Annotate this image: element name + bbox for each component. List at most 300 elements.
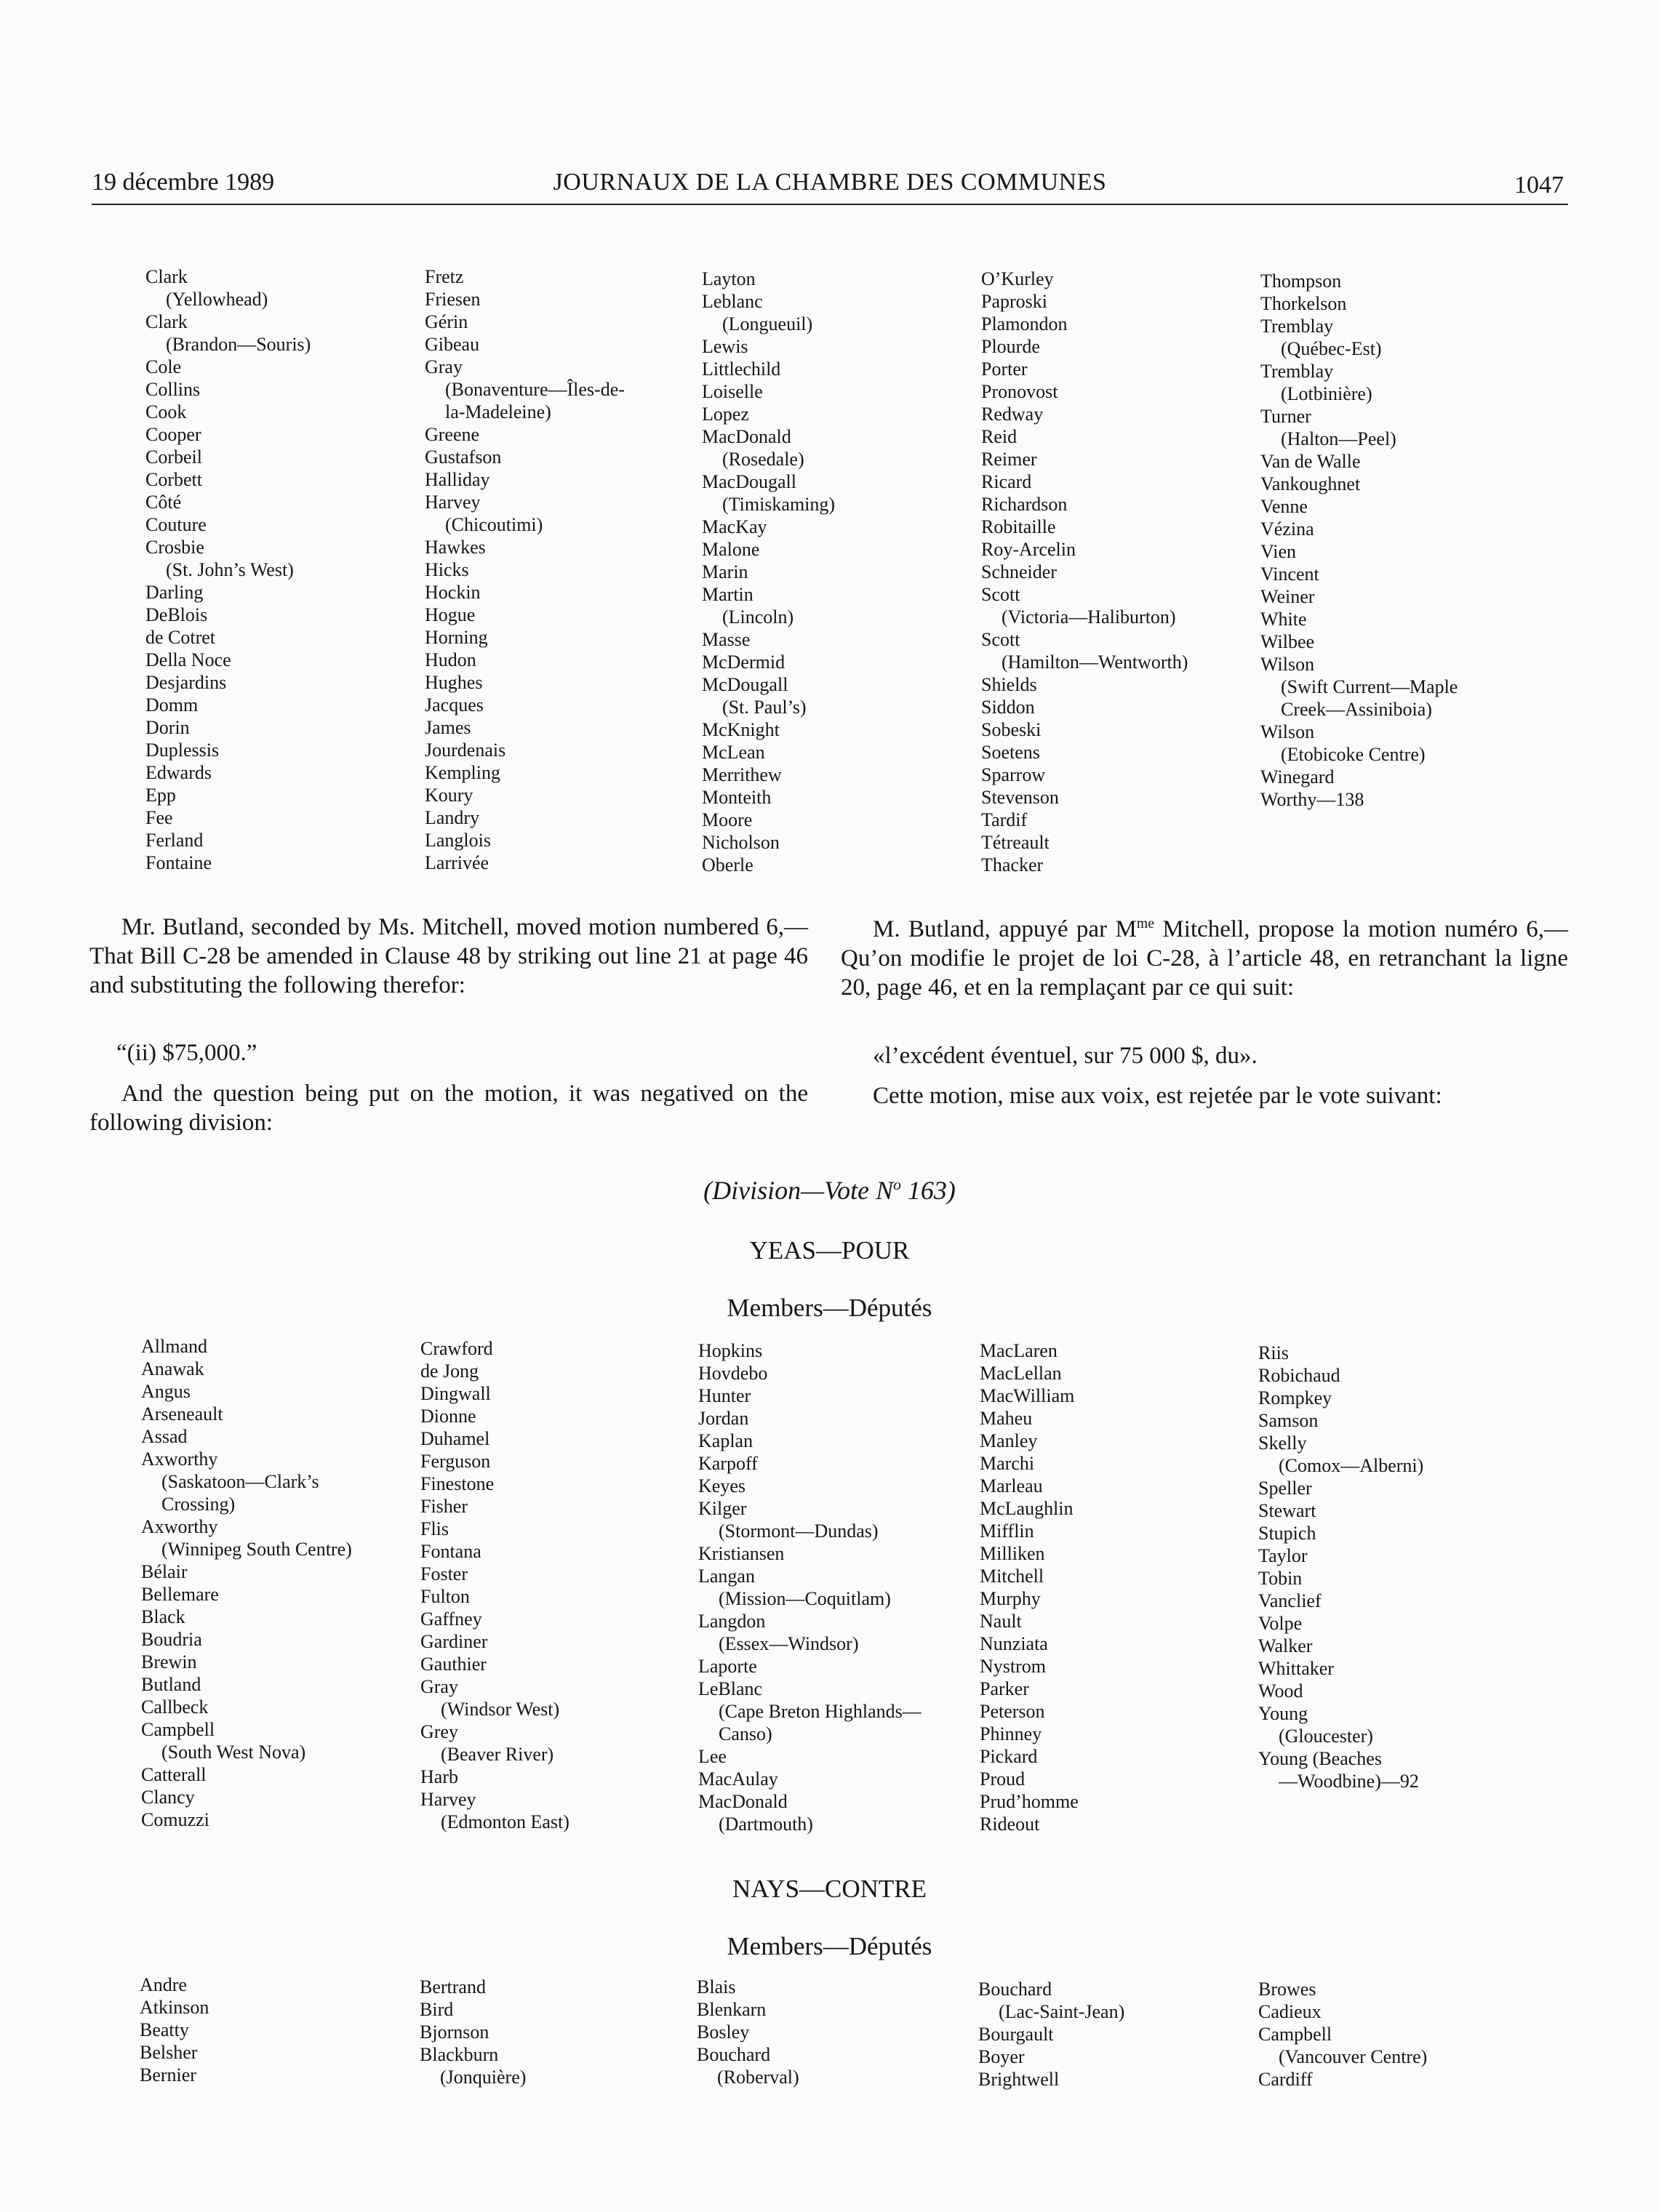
nays-heading: NAYS—CONTRE	[732, 1875, 927, 1903]
member-name: (Lac-Saint-Jean)	[999, 2001, 1125, 2022]
member-name: (South West Nova)	[161, 1742, 306, 1763]
member-name: Scott	[981, 584, 1020, 605]
member-name: (Edmonton East)	[441, 1811, 569, 1832]
member-name: McKnight	[702, 719, 780, 740]
member-name: Merrithew	[702, 764, 782, 785]
member-name: Epp	[145, 785, 176, 806]
member-name: (Longueuil)	[722, 313, 813, 334]
member-name: la-Madeleine)	[445, 401, 551, 422]
member-name: Creek—Assiniboia)	[1281, 699, 1432, 720]
member-name: Taylor	[1258, 1545, 1308, 1566]
nays-column-5	[1258, 1978, 1427, 2091]
member-name: (Yellowhead)	[166, 289, 268, 310]
member-name: (Bonaventure—Îles-de-	[445, 379, 625, 400]
member-name: Harb	[420, 1766, 458, 1787]
member-name: MacDonald	[702, 426, 791, 447]
member-name: Blenkarn	[697, 1999, 767, 2020]
member-name: (Rosedale)	[722, 449, 804, 470]
member-name: (Saskatoon—Clark’s	[161, 1471, 319, 1492]
member-name: Browes	[1258, 1979, 1316, 2000]
member-name: Horning	[425, 627, 488, 648]
member-name: Speller	[1258, 1478, 1312, 1499]
member-name: Siddon	[981, 697, 1035, 718]
member-name: Hicks	[425, 559, 469, 580]
member-name: Della Noce	[145, 649, 231, 670]
member-name: Corbeil	[145, 446, 202, 468]
member-name: Thompson	[1260, 271, 1342, 292]
motion-french-start: M. Butland, appuyé par M	[873, 916, 1137, 942]
member-name: Catterall	[141, 1764, 207, 1785]
nays-column-3	[697, 1976, 799, 2088]
member-name: Hovdebo	[698, 1363, 768, 1384]
top-list-column-1	[145, 265, 311, 874]
member-name: Scott	[981, 629, 1020, 650]
member-name: Murphy	[980, 1588, 1041, 1609]
member-name: McDermid	[702, 652, 785, 673]
member-name: Gustafson	[425, 446, 502, 468]
member-name: Worthy—138	[1260, 789, 1364, 810]
member-name: (Victoria—Haliburton)	[1002, 606, 1176, 628]
member-name: Fontana	[420, 1541, 481, 1562]
member-name: Stewart	[1258, 1500, 1316, 1521]
member-name: (Halton—Peel)	[1281, 428, 1396, 449]
member-name: Winegard	[1260, 766, 1335, 788]
member-name: Angus	[141, 1381, 191, 1402]
member-name: Ferland	[145, 830, 204, 851]
member-name: Campbell	[141, 1719, 215, 1740]
member-name: Kristiansen	[698, 1543, 785, 1564]
member-name: Comuzzi	[141, 1809, 209, 1830]
member-name: Jourdenais	[425, 740, 506, 761]
yeas-column-5	[1258, 1342, 1423, 1792]
member-name: Plourde	[981, 336, 1040, 357]
member-name: Marleau	[980, 1475, 1043, 1496]
member-name: Cadieux	[1258, 2001, 1322, 2022]
member-name: Weiner	[1260, 586, 1315, 607]
member-name: (Lincoln)	[722, 606, 794, 628]
member-name: Lee	[698, 1746, 727, 1767]
member-name: Grey	[420, 1721, 458, 1742]
nays-column-2	[420, 1976, 526, 2088]
division-title	[0, 1176, 1659, 1205]
member-name: White	[1260, 609, 1307, 630]
member-name: Reimer	[981, 449, 1037, 470]
member-name: Turner	[1260, 406, 1311, 427]
member-name: Landry	[425, 807, 480, 828]
member-name: Mitchell	[980, 1566, 1044, 1587]
member-name: MacKay	[702, 516, 767, 537]
member-name: Young	[1258, 1703, 1308, 1724]
member-name: Walker	[1258, 1635, 1313, 1656]
nays-column-1	[140, 1973, 209, 2086]
member-name: Rideout	[980, 1814, 1040, 1835]
member-name: Layton	[702, 268, 756, 289]
motion-french-superscript: me	[1136, 915, 1154, 931]
member-name: Langan	[698, 1566, 755, 1587]
member-name: Campbell	[1258, 2024, 1332, 2045]
member-name: Stupich	[1258, 1523, 1316, 1544]
member-name: (Gloucester)	[1279, 1726, 1373, 1747]
member-name: (Windsor West)	[441, 1699, 560, 1720]
member-name: Bosley	[697, 2021, 750, 2043]
page-header	[92, 166, 1568, 205]
yeas-members-heading: Members—Députés	[727, 1294, 932, 1322]
member-name: James	[425, 717, 471, 738]
member-name: Samson	[1258, 1410, 1319, 1431]
member-name: Clark	[145, 311, 188, 332]
member-name: Vézina	[1260, 518, 1314, 540]
member-name: Fretz	[425, 266, 464, 287]
member-name: (Dartmouth)	[719, 1814, 813, 1835]
member-name: Atkinson	[140, 1997, 209, 2018]
member-name: Andre	[140, 1974, 187, 1995]
member-name: Robichaud	[1258, 1365, 1340, 1386]
member-name: Mifflin	[980, 1520, 1034, 1542]
member-name: Boyer	[978, 2046, 1025, 2067]
member-name: Langdon	[698, 1611, 766, 1632]
member-name: Plamondon	[981, 313, 1068, 334]
member-name: Gray	[425, 356, 463, 377]
member-name: (Swift Current—Maple	[1281, 676, 1458, 697]
member-name: Bourgault	[978, 2024, 1054, 2045]
top-list-column-2	[425, 265, 625, 874]
motion-french-result: Cette motion, mise aux voix, est rejetée par le vote suivant:	[873, 1083, 1442, 1109]
member-name: Clancy	[141, 1787, 195, 1808]
member-name: Sparrow	[981, 764, 1046, 785]
member-name: Hudon	[425, 649, 476, 670]
member-name: MacLellan	[980, 1363, 1062, 1384]
member-name: Cooper	[145, 424, 201, 445]
member-name: Littlechild	[702, 358, 781, 380]
member-name: Crosbie	[145, 537, 204, 558]
member-name: (Mission—Coquitlam)	[719, 1588, 891, 1609]
member-name: (Cape Breton Highlands—	[719, 1701, 922, 1722]
page-number: 1047	[1514, 172, 1564, 199]
member-name: Hogue	[425, 604, 476, 625]
member-name: (Essex—Windsor)	[719, 1633, 859, 1654]
member-name: Shields	[981, 674, 1037, 695]
member-name: Leblanc	[702, 291, 763, 312]
member-name: Tremblay	[1260, 361, 1334, 382]
member-name: (Timiskaming)	[722, 494, 836, 515]
member-name: Keyes	[698, 1475, 745, 1496]
member-name: Nunziata	[980, 1633, 1048, 1654]
member-name: Fulton	[420, 1586, 470, 1607]
member-name: Schneider	[981, 561, 1057, 582]
member-name: Bellemare	[141, 1584, 219, 1605]
motion-french-quote: «l’excédent éventuel, sur 75 000 $, du».	[873, 1043, 1258, 1069]
member-name: McLaughlin	[980, 1498, 1074, 1519]
member-name: Boudria	[141, 1629, 202, 1650]
member-name: Lewis	[702, 336, 748, 357]
member-name: de Cotret	[145, 627, 216, 648]
member-name: Ferguson	[420, 1451, 491, 1472]
member-name: Loiselle	[702, 381, 763, 402]
member-name: Corbett	[145, 469, 202, 490]
member-name: Pronovost	[981, 381, 1058, 402]
member-name: Butland	[141, 1674, 201, 1695]
member-name: Finestone	[420, 1473, 495, 1494]
member-name: Jordan	[698, 1408, 749, 1429]
member-name: Thacker	[981, 854, 1044, 875]
member-name: MacLaren	[980, 1340, 1058, 1361]
top-list-column-3	[702, 268, 835, 876]
member-name: Nystrom	[980, 1656, 1046, 1677]
member-name: Tobin	[1258, 1568, 1303, 1589]
member-name: Stevenson	[981, 787, 1059, 808]
member-name: Arseneault	[141, 1403, 223, 1424]
member-name: Fisher	[420, 1496, 468, 1517]
member-name: Masse	[702, 629, 751, 650]
member-name: Blackburn	[420, 2044, 499, 2065]
member-name: McLean	[702, 742, 765, 763]
member-name: Hughes	[425, 672, 483, 693]
member-name: Larrivée	[425, 852, 489, 873]
member-name: Hawkes	[425, 537, 486, 558]
member-name: de Jong	[420, 1361, 479, 1382]
member-name: Laporte	[698, 1656, 757, 1677]
member-name: Allmand	[141, 1336, 207, 1357]
member-name: Reid	[981, 426, 1018, 447]
member-name: Gardiner	[420, 1631, 488, 1652]
yeas-column-2	[420, 1337, 569, 1833]
member-name: MacAulay	[698, 1768, 778, 1790]
member-name: Roy-Arcelin	[981, 539, 1076, 560]
member-name: Beatty	[140, 2019, 189, 2040]
member-name: Harvey	[420, 1789, 476, 1810]
member-name: Vankoughnet	[1260, 473, 1361, 494]
member-name: Bjornson	[420, 2021, 489, 2043]
member-name: Porter	[981, 358, 1028, 380]
member-name: (Etobicoke Centre)	[1281, 744, 1426, 765]
member-name: Halliday	[425, 469, 490, 490]
member-name: Kaplan	[698, 1430, 753, 1451]
member-name: Axworthy	[141, 1448, 218, 1470]
member-name: Kilger	[698, 1498, 747, 1519]
member-name: Ricard	[981, 471, 1032, 492]
member-name: Brightwell	[978, 2069, 1060, 2090]
member-name: Gérin	[425, 311, 468, 332]
member-name: (Jonquière)	[440, 2067, 527, 2088]
member-name: MacDougall	[702, 471, 796, 492]
member-name: Fee	[145, 807, 173, 828]
member-name: (Brandon—Souris)	[166, 334, 311, 355]
member-name: Thorkelson	[1260, 293, 1347, 314]
member-name: Brewin	[141, 1651, 197, 1672]
motion-french-rest: Mitchell, propose la motion numéro 6,—Qu’on modifie le projet de loi C-28, à l’article 48, en retranchant la ligne 20, page 46, et en la remplaçant par ce qui suit:	[841, 916, 1568, 1001]
division-title-end: 163)	[900, 1176, 956, 1205]
motion-english-paragraph: Mr. Butland, seconded by Ms. Mitchell, moved motion numbered 6,—That Bill C-28 be amended in Clause 48 by striking out line 21 at page 46 and substituting the following therefor:	[89, 914, 808, 998]
member-name: Martin	[702, 584, 753, 605]
member-name: Robitaille	[981, 516, 1056, 537]
member-name: Rompkey	[1258, 1387, 1332, 1408]
member-name: Hunter	[698, 1385, 751, 1406]
member-name: Paproski	[981, 291, 1047, 312]
member-name: Gray	[420, 1676, 458, 1697]
member-name: Bélair	[141, 1561, 188, 1582]
member-name: Nault	[980, 1611, 1022, 1632]
member-name: Riis	[1258, 1342, 1289, 1363]
member-name: Proud	[980, 1768, 1026, 1790]
member-name: Gauthier	[420, 1654, 487, 1675]
member-name: Dionne	[420, 1406, 476, 1427]
member-name: DeBlois	[145, 604, 208, 625]
motion-english-quote: “(ii) $75,000.”	[116, 1040, 257, 1066]
member-name: Duhamel	[420, 1428, 490, 1449]
member-name: Flis	[420, 1518, 449, 1539]
member-name: Milliken	[980, 1543, 1045, 1564]
member-name: Duplessis	[145, 740, 220, 761]
member-name: Black	[141, 1606, 185, 1627]
member-name: Young (Beaches	[1258, 1748, 1382, 1769]
member-name: Côté	[145, 492, 182, 513]
member-name: Domm	[145, 694, 199, 716]
member-name: Van de Walle	[1260, 451, 1361, 472]
member-name: Manley	[980, 1430, 1038, 1451]
member-name: (Winnipeg South Centre)	[161, 1539, 352, 1560]
member-name: Kempling	[425, 762, 500, 783]
member-name: LeBlanc	[698, 1678, 763, 1699]
member-name: McDougall	[702, 674, 788, 695]
member-name: Fontaine	[145, 852, 212, 873]
member-name: Jacques	[425, 694, 484, 716]
member-name: Cardiff	[1258, 2069, 1313, 2090]
member-name: (Comox—Alberni)	[1279, 1455, 1424, 1476]
member-name: Wood	[1258, 1680, 1303, 1702]
motion-english-result: And the question being put on the motion, it was negatived on the following division:	[89, 1081, 808, 1136]
member-name: Wilson	[1260, 721, 1315, 742]
member-name: (Québec-Est)	[1281, 338, 1382, 359]
member-name: Skelly	[1258, 1432, 1307, 1454]
member-name: Crossing)	[161, 1494, 236, 1515]
member-name: MacWilliam	[980, 1385, 1075, 1406]
member-name: Marchi	[980, 1453, 1035, 1474]
member-name: Clark	[145, 266, 188, 287]
member-name: Peterson	[980, 1701, 1045, 1722]
member-name: Phinney	[980, 1723, 1042, 1744]
member-name: Oberle	[702, 854, 753, 875]
member-name: Hockin	[425, 582, 481, 603]
member-name: Assad	[141, 1426, 188, 1447]
member-name: Edwards	[145, 762, 212, 783]
member-name: Axworthy	[141, 1516, 218, 1537]
member-name: Friesen	[425, 289, 481, 310]
member-name: Gibeau	[425, 334, 480, 355]
member-name: Anawak	[141, 1358, 204, 1379]
member-name: (Hamilton—Wentworth)	[1002, 652, 1188, 673]
member-name: Bernier	[140, 2064, 196, 2085]
journal-title: JOURNAUX DE LA CHAMBRE DES COMMUNES	[553, 169, 1107, 196]
member-name: (Stormont—Dundas)	[719, 1520, 879, 1542]
member-name: Tremblay	[1260, 316, 1334, 337]
member-name: Prud’homme	[980, 1791, 1079, 1812]
member-name: —Woodbine)—92	[1279, 1771, 1419, 1792]
member-name: Canso)	[719, 1723, 772, 1744]
top-list-column-5	[1260, 270, 1458, 811]
member-name: Dorin	[145, 717, 190, 738]
yeas-column-1	[141, 1335, 352, 1831]
member-name: Bouchard	[697, 2044, 771, 2065]
division-title-superscript: o	[893, 1176, 901, 1193]
member-name: Malone	[702, 539, 760, 560]
motion-french-paragraph	[841, 915, 1568, 1002]
member-name: Foster	[420, 1563, 468, 1584]
member-name: (Lotbinière)	[1281, 383, 1372, 404]
member-name: Crawford	[420, 1338, 493, 1359]
member-name: Callbeck	[141, 1696, 209, 1718]
member-name: (Vancouver Centre)	[1279, 2046, 1428, 2067]
member-name: Tétreault	[981, 832, 1050, 853]
member-name: Cole	[145, 356, 182, 377]
member-name: Marin	[702, 561, 748, 582]
member-name: Greene	[425, 424, 480, 445]
member-name: Harvey	[425, 492, 481, 513]
member-name: Bird	[420, 1999, 454, 2020]
member-name: Sobeski	[981, 719, 1042, 740]
member-name: Monteith	[702, 787, 772, 808]
member-name: Tardif	[981, 809, 1028, 830]
member-name: Moore	[702, 809, 753, 830]
division-title-start: (Division—Vote N	[703, 1176, 894, 1205]
yeas-heading: YEAS—POUR	[749, 1236, 910, 1265]
yeas-column-4	[980, 1339, 1079, 1835]
member-name: Wilbee	[1260, 631, 1315, 652]
member-name: Vien	[1260, 541, 1296, 562]
member-name: Soetens	[981, 742, 1040, 763]
member-name: (Chicoutimi)	[445, 514, 543, 535]
member-name: Gaffney	[420, 1608, 482, 1630]
member-name: Belsher	[140, 2042, 198, 2063]
member-name: O’Kurley	[981, 268, 1054, 289]
member-name: Koury	[425, 785, 473, 806]
member-name: Collins	[145, 379, 201, 400]
member-name: Redway	[981, 404, 1044, 425]
member-name: Dingwall	[420, 1383, 491, 1404]
member-name: MacDonald	[698, 1791, 788, 1812]
member-name: Vincent	[1260, 564, 1319, 585]
member-name: Richardson	[981, 494, 1068, 515]
member-name: Bertrand	[420, 1976, 486, 1997]
member-name: Desjardins	[145, 672, 227, 693]
member-name: Whittaker	[1258, 1658, 1334, 1679]
member-name: Blais	[697, 1976, 736, 1997]
member-name: Venne	[1260, 496, 1308, 517]
member-name: (Beaver River)	[441, 1744, 554, 1765]
nays-members-heading: Members—Députés	[727, 1932, 932, 1960]
member-name: Vanclief	[1258, 1590, 1322, 1611]
member-name: Volpe	[1258, 1613, 1303, 1634]
member-name: Couture	[145, 514, 207, 535]
member-name: Nicholson	[702, 832, 780, 853]
member-name: (St. John’s West)	[166, 559, 294, 580]
member-name: Wilson	[1260, 654, 1315, 675]
header-date: 19 décembre 1989	[92, 169, 275, 196]
member-name: Karpoff	[698, 1453, 758, 1474]
member-name: (St. Paul’s)	[722, 697, 807, 718]
member-name: Langlois	[425, 830, 491, 851]
nays-column-4	[978, 1978, 1124, 2091]
member-name: Lopez	[702, 404, 749, 425]
member-name: Maheu	[980, 1408, 1033, 1429]
member-name: Hopkins	[698, 1340, 763, 1361]
member-name: Bouchard	[978, 1979, 1052, 2000]
member-name: Pickard	[980, 1746, 1038, 1767]
member-name: Cook	[145, 401, 187, 422]
top-list-column-4	[981, 268, 1188, 876]
member-name: Darling	[145, 582, 204, 603]
yeas-column-3	[698, 1339, 922, 1835]
member-name: (Roberval)	[717, 2067, 799, 2088]
